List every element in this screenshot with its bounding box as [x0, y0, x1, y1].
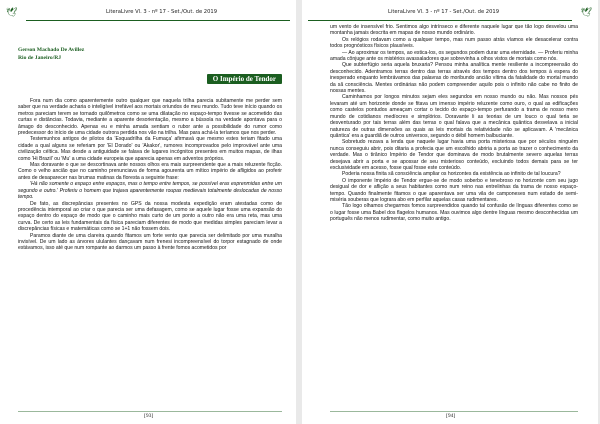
quote-paragraph: 'Há não somente o espaço entre espaços, mas o tempo entre tempos, se possível eras esprenmidas entre um segundo e outro.' Proferiu o homem que trajava aparentemente roupas medievais totalmente deslocadas de nosso tempo.	[18, 181, 282, 201]
paragraph: Os relógios rodavam como a qualquer tempo, mas num passo atrás víamos ele desacelerar contra todos prognósticos físicos plausíveis.	[330, 36, 578, 50]
left-page	[0, 0, 296, 424]
swallow-logo-icon: 🕊	[6, 7, 18, 17]
left-header	[6, 6, 290, 22]
paragraph: um vento de insensível frio. Sentimos algo intrínseco e diferente naquele lugar que tão logo desvelou uma montanha jamais descrita em mapas de nosso mundo ordinário.	[330, 24, 578, 37]
paragraph: Poderia nossa finita sã consciência ampliar os horizontes da existência ao infinito de tal loucura?	[342, 171, 561, 178]
left-page-number: [93]	[144, 413, 154, 419]
paragraph: Paramos diante de uma clareira quando fitamos um forte vento que parecia ser delimitado por uma muralha invisível. De um lado as árvores ululantes dançavam num frenesi incompreensível do torpor estagnado de onde estávamos, isso até que num rompante ao darmos um passo à frente fomos acometidos por	[18, 232, 282, 252]
story-title: O Império de Tendor	[207, 74, 282, 84]
paragraph: Que subterfúgio seria aquela bruxaria? Pensou minha analítica mente resiliente a incompreensão do desconhecido. Adentramos terras dentro das terras através dos tempos dentro dos tempos à espera do inesperado enquanto lembrávamos das palavras do moribundo ancião vítima da fatalidade do mortal mundo da sã consciência. Mentes ordinárias não podem compreender aquilo pois o infinito não cabe no finito de nossas mentes.	[330, 62, 578, 95]
left-header-rule	[26, 20, 290, 21]
paragraph: Caminhamos por longos minutos sejam eles segundos em nosso mundo ou não. Mas nossos pés levaram até um horizonte donde se fitava um imenso império reluzente como ouro, o qual as edificações como castelos pontudos ameaçam cortar o tecido do espaço-tempo perfurando a trama de nosso mero mundo de cotidianos medíocres e simplórios. Doravante li as teorias de um louco o qual teria se desventurado por tais terras além das terras o qual falava que a mecânica quântica desvelava a inicial natureza de outras dimensões as quais as leis mortais da relatividade não se aplicavam. A 'mecânica quântica' era a guardiã de outros universos, segundo o débil homem balbuciante.	[330, 94, 578, 139]
right-header-rule	[308, 20, 572, 21]
paragraph: Mas doravante o que se descortinava ante nossos olhos era mais surpreendente que a mais reluzente ficção. Como o velho ancião que no caminho prenunciava de forma agourenta um mítico império de afligidos ao proferir antes de desaparecer nas brumas matinas da floresta a seguinte frase:	[18, 162, 282, 181]
right-header-title: LiteraLivre Vl. 3 - nº 17 - Set./Out. de 2019	[388, 9, 499, 15]
author-place: Rio de Janeiro/RJ	[18, 55, 62, 61]
paragraph: Tão logo olhamos chegarmos fomos surpreendidos quando tal confusão de línguas diferentes como se o lugar fosse uma Babel dos flagelos humanos. Mas ouvimos algo dentre línguas mesmo desconhecidas um português não menos rudimentar, como muito antigo.	[330, 203, 578, 223]
paragraph: — Ao aproximar os tempos, ao estica-los, os segundos podem durar uma eternidade. — Proferiu minha amada cônjuge ante os mistérios avassaladores que sobrevinha a olhos vistos de mortais como nós.	[330, 49, 578, 63]
left-header-title: LiteraLivre Vl. 3 - nº 17 - Set./Out. de 2019	[106, 9, 217, 15]
paragraph: De fato, as discrepâncias presentes no GPS da nossa modesta expedição eram atestadas como de procedência intemporal ao criar o que parecia ser uma defasagem, como se aquele lugar fosse uma expansão do espaço dentro do espaço de modo que o caminho mais curto de um ponto a outro não era uma reta, mas uma curva. De certo as leis fundamentais da física pareciam diferentes de modo que medidas simples pareciam levar a discrepâncias físicas e matemáticas como se 1+1 não fossem dois.	[18, 200, 282, 233]
left-footer-rule	[18, 411, 282, 412]
story-title-box	[18, 68, 282, 86]
paragraph: Fora num dia como aparentemente outro qualquer que naquela trilha parecia subitamente me perder sem saber que na verdade acharia o inteligível irrefável aos mortais oriundos de meu mundo. Tudo teve início quando os metros pareciam terem se tornado quilômetros como se uma dilatação no espaço-tempo tivesse se acometido das curtas e distâncias. Todavia, mediante a aparente desorientação, mesmo a bússola na verdade apontava para o âmago do desconhecido. Apenas eu e minha amada sentiam o rubor ante a possibilidade do rumor como predecessor do início de uma cidade outrora perdida nos vão na trilha. Mas para achá-la teríamos que nos perder.	[18, 98, 282, 137]
right-footer-rule	[330, 411, 578, 412]
paragraph: Sobretudo rezava a lenda que naquele lugar havia uma porta misteriosa que por séculos ninguém nunca conseguiu abrir, pois ditaria a profecia que um escolhido abriria a porta ao trazer o conhecimento da verdade. Mas o tirânico Império de Tendor que dominava de modo brutalmente severo aquelas terras desejava abrir a porta e se apossar de seu misterioso conteúdo, excluindo todos demais para se ter exclusividade em acesso, fosse qual fosse este conteúdo.	[330, 139, 578, 171]
right-page-number: [94]	[446, 413, 456, 419]
paragraph: Testemunhos antigos de pilotos da 'Esquadrilha da Fumaça' afirmavá que mesmo estes teriam fitado uma cidade a qual alguns se referiam por 'El Dorado' ou 'Akakor', rumores incomprovados pelo improvável ante uma civilização céltica. Mas desde a antiguidade se falava de lugares incógnitos presentes em muitos mapas, de ilhas como 'Hi Brazil' ou 'Mu' a uma cidade europeia que aparecia apenas em adventos próprios.	[18, 136, 282, 162]
paragraph: O imponente Império de Tendor ergue-se de modo soberbo e tenebroso no horizonte com seu jugo desigual de dor e aflição a seus habitantes como num reino nas entrelinhas da trama de nosso espaço-tempo. Quando finalmente fitamos o que aparentava ser uma vila de camponeses num estado de semi-miséria souberas que lograra abo em perfilar aquelas casas rudimentares.	[330, 177, 578, 203]
author-name: Gerson Machado De Avillez	[18, 47, 85, 53]
right-page-body	[330, 24, 578, 406]
right-page	[302, 0, 598, 424]
left-page-body	[18, 24, 282, 406]
right-header	[308, 6, 592, 22]
swallow-logo-icon: 🕊	[580, 7, 592, 17]
